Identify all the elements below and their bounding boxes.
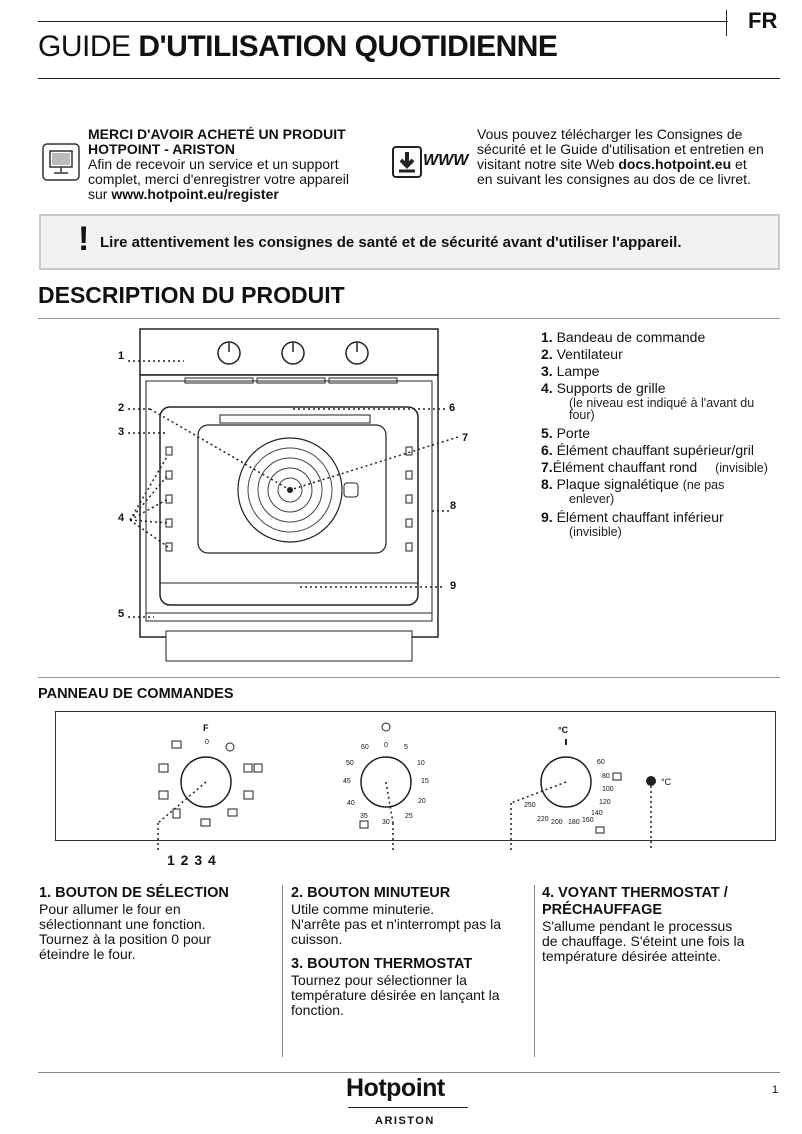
callout-3: 3 — [118, 426, 125, 438]
hotpoint-logo: Hotpoint — [346, 1074, 445, 1102]
callout-7: 7 — [462, 432, 469, 444]
timer-tick: 60 — [361, 744, 369, 751]
docs-link[interactable]: docs.hotpoint.eu — [618, 156, 732, 172]
control-panel-diagram — [55, 711, 776, 841]
ariston-logo: ARISTON — [375, 1115, 435, 1127]
selector-zero: 0 — [205, 739, 209, 746]
timer-tick: 50 — [346, 760, 354, 767]
thermo-tick: 180 — [568, 819, 580, 826]
thermo-tick: 160 — [582, 817, 594, 824]
register-intro: MERCI D'AVOIR ACHETÉ UN PRODUIT HOTPOINT - ARISTON Afin de recevoir un service et un support complet, merci d'enregistrer votre appareil sur www.hotpoint.eu/register — [88, 126, 350, 202]
thermo-tick: 60 — [597, 759, 605, 766]
control-panel-heading: PANNEAU DE COMMANDES — [38, 686, 234, 702]
exclamation-icon: ! — [78, 220, 90, 258]
page-number: 1 — [772, 1084, 779, 1096]
control-numbers: 1 2 3 4 — [167, 852, 217, 868]
download-intro: Vous pouvez télécharger les Consignes de sécurité et le Guide d'utilisation et entretien en visitant notre site Web docs.hotpoint.eu et en suivant les consignes au dos de ce livret. — [477, 126, 764, 187]
thermo-tick: 120 — [599, 799, 611, 806]
download-www-icon — [392, 146, 422, 183]
timer-tick: 45 — [343, 778, 351, 785]
callout-2: 2 — [118, 402, 125, 414]
product-parts-list — [541, 329, 768, 538]
footer-rule — [38, 1072, 780, 1073]
timer-tick: 15 — [421, 778, 429, 785]
list-item: 9. Élément chauffant inférieur (invisible) — [541, 509, 724, 539]
timer-tick: 30 — [382, 819, 390, 826]
thermo-tick: 200 — [551, 819, 563, 826]
register-link[interactable]: www.hotpoint.eu/register — [111, 186, 279, 202]
timer-tick: 10 — [417, 760, 425, 767]
callout-4: 4 — [118, 512, 125, 524]
list-item: 6. Élément chauffant supérieur/gril — [541, 442, 754, 458]
section-rule — [38, 677, 780, 678]
thermo-tick: 140 — [591, 810, 603, 817]
lamp-section: 4. VOYANT THERMOSTAT / PRÉCHAUFFAGE S'allume pendant le processus de chauffage. S'éteint une fois la température désirée atteinte. — [542, 885, 745, 964]
header-divider — [726, 10, 727, 36]
timer-tick: 5 — [404, 744, 408, 751]
product-description-heading: DESCRIPTION DU PRODUIT — [38, 282, 345, 308]
thermostat-label: °C — [558, 725, 569, 735]
callout-1: 1 — [118, 350, 125, 362]
timer-section: 2. BOUTON MINUTEUR Utile comme minuterie. N'arrête pas et n'interrompt pas la cuisson. 3. BOUTON THERMOSTAT Tournez pour sélectionner la température désirée en lançant la fonction. — [291, 885, 501, 1018]
section-rule — [38, 318, 780, 319]
timer-tick: 40 — [347, 800, 355, 807]
header-bottom-rule — [38, 78, 780, 79]
list-item: 4. Supports de grille (le niveau est indiqué à l'avant du four) — [541, 380, 755, 422]
column-divider — [534, 885, 535, 1057]
list-item: 8. Plaque signalétique (ne pas enlever) — [541, 476, 725, 506]
callout-8: 8 — [450, 500, 457, 512]
logo-underline — [348, 1107, 468, 1108]
header-top-rule — [38, 21, 728, 22]
list-item: 1. Bandeau de commande — [541, 329, 706, 345]
timer-tick: 35 — [360, 813, 368, 820]
timer-tick: 0 — [384, 742, 388, 749]
computer-monitor-icon — [42, 143, 80, 186]
selector-section: 1. BOUTON DE SÉLECTION Pour allumer le four en sélectionnant une fonction. Tournez à la position 0 pour éteindre le four. — [39, 885, 229, 962]
oven-diagram — [110, 325, 470, 670]
www-label: WWW — [423, 152, 469, 169]
selector-label: F — [203, 723, 209, 733]
thermo-tick: 220 — [537, 816, 549, 823]
list-item: 2. Ventilateur — [541, 346, 623, 362]
callout-5: 5 — [118, 608, 125, 620]
language-code: FR — [748, 8, 778, 33]
thermo-tick: 80 — [602, 773, 610, 780]
page-title: GUIDE D'UTILISATION QUOTIDIENNE — [38, 30, 558, 63]
lamp-label: °C — [661, 777, 672, 787]
timer-tick: 25 — [405, 813, 413, 820]
callout-6: 6 — [449, 402, 456, 414]
list-item: 7.Élément chauffant rond (invisible) — [541, 459, 768, 475]
thermo-tick: 250 — [524, 802, 536, 809]
callout-9: 9 — [450, 580, 457, 592]
warning-text: Lire attentivement les consignes de santé et de sécurité avant d'utiliser l'appareil. — [100, 234, 682, 251]
list-item: 5. Porte — [541, 425, 591, 441]
list-item: 3. Lampe — [541, 363, 600, 379]
thermo-tick: 100 — [602, 786, 614, 793]
column-divider — [282, 885, 283, 1057]
timer-tick: 20 — [418, 798, 426, 805]
